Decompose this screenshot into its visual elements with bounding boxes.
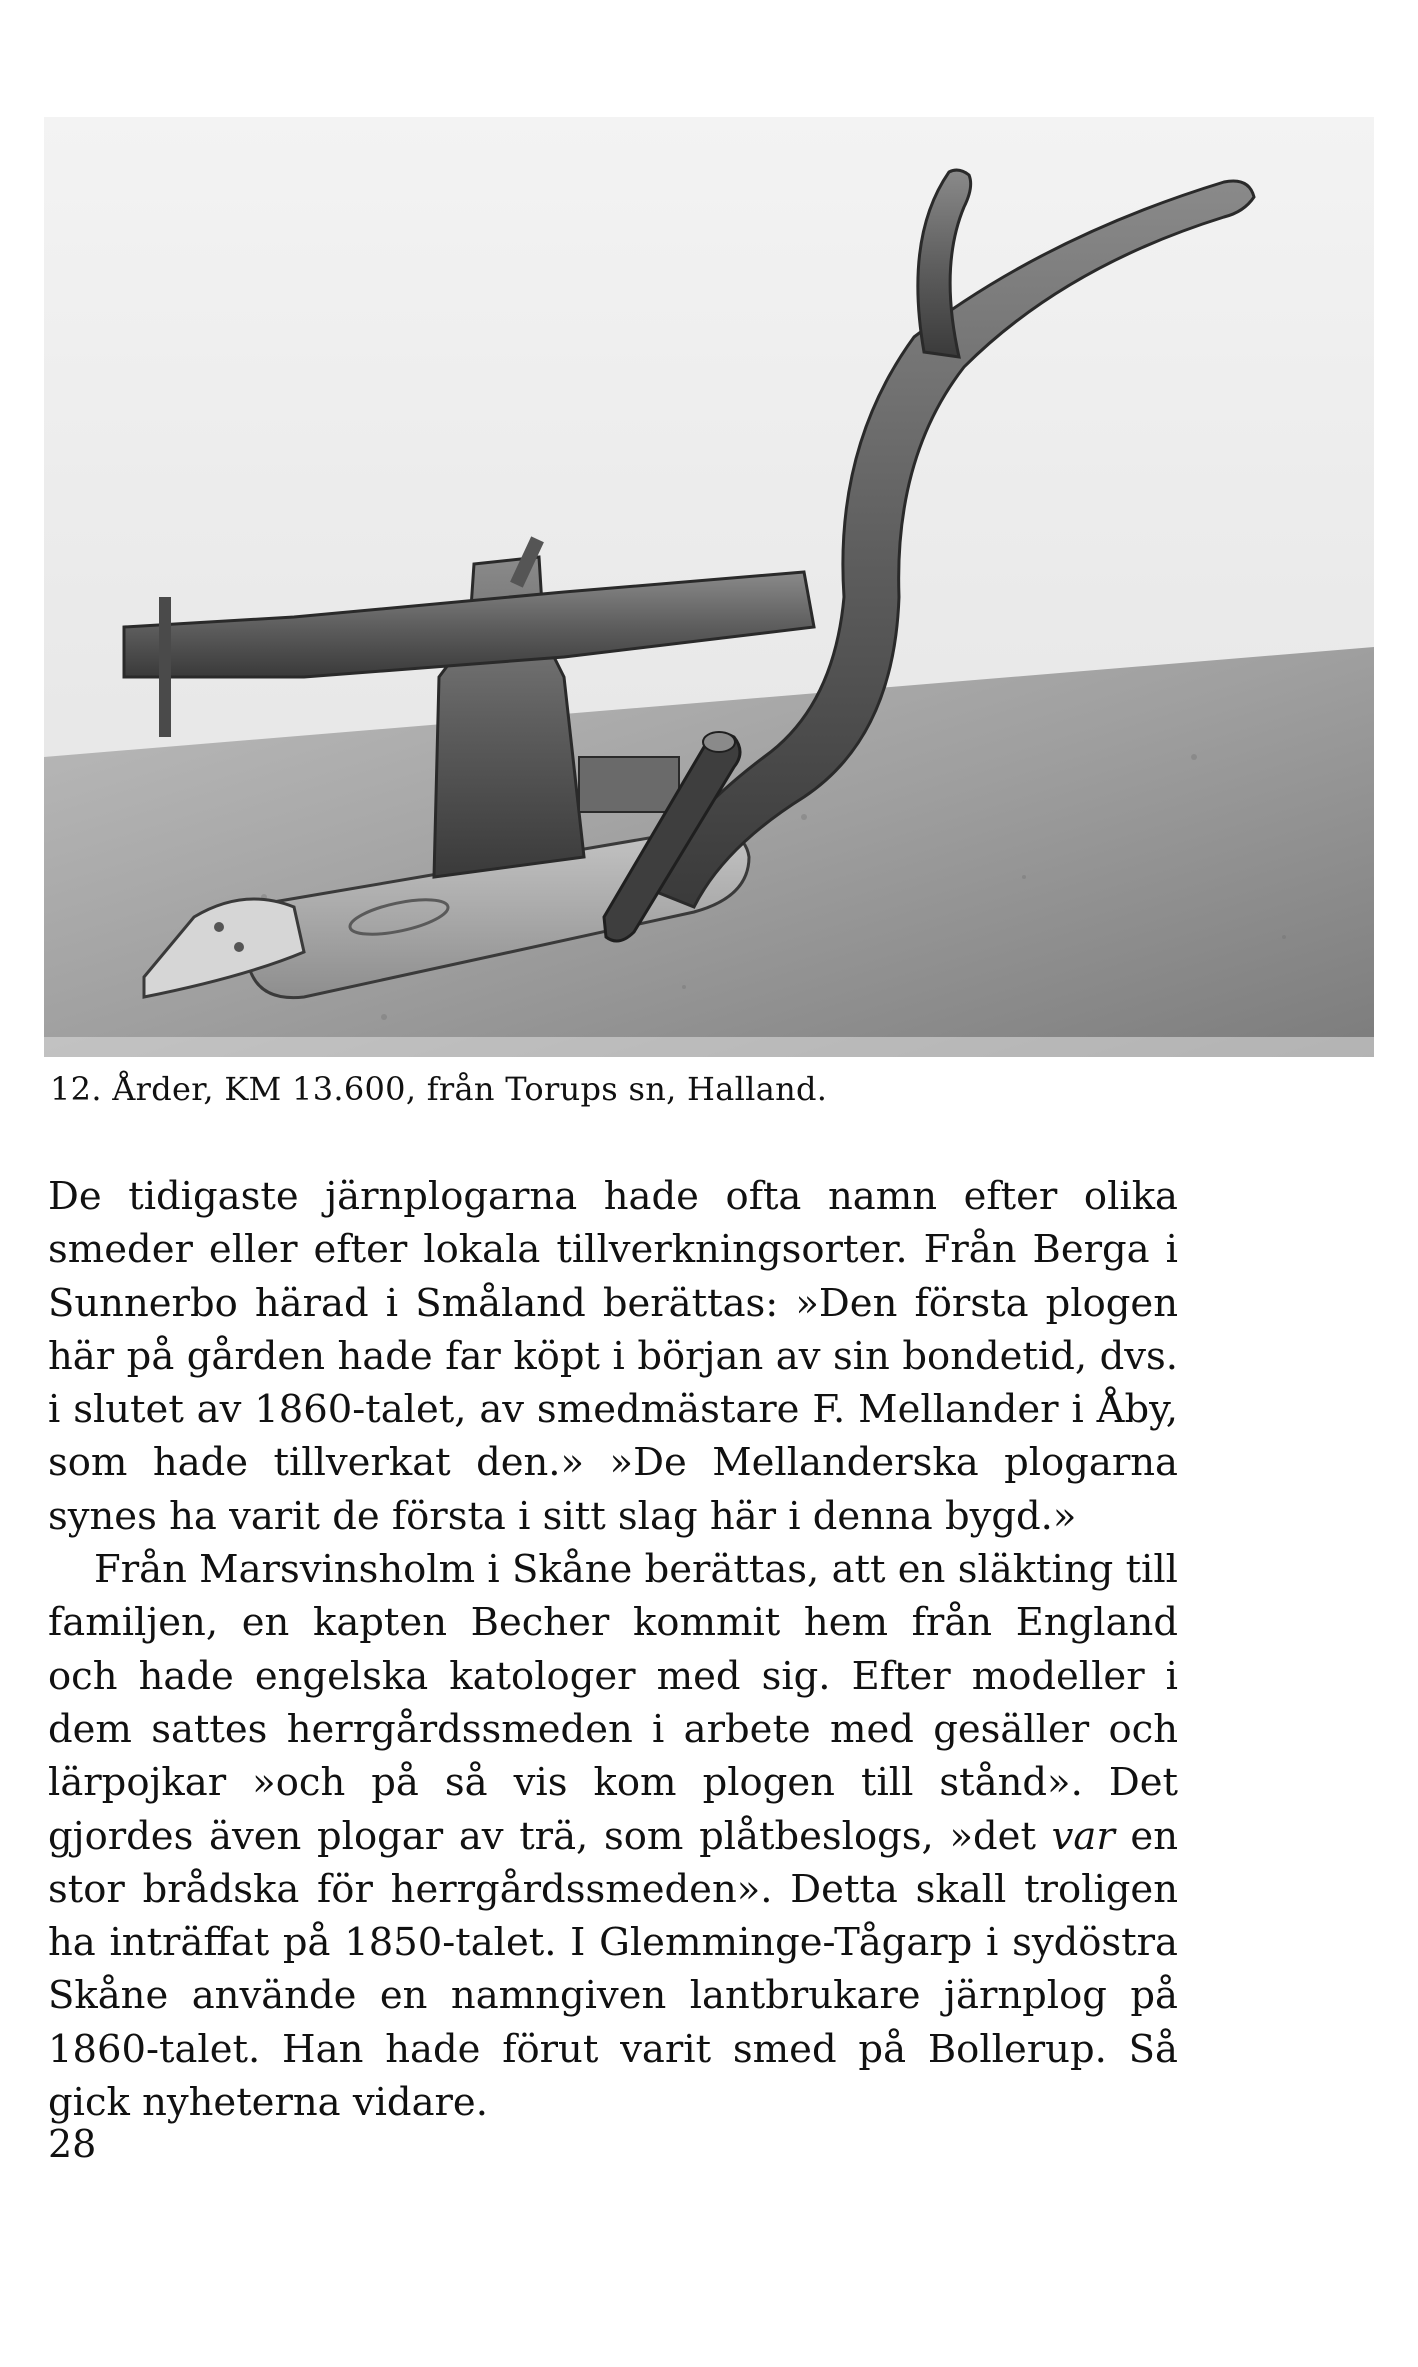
ard-plough-photograph-icon xyxy=(44,117,1374,1057)
figure-caption: 12. Årder, KM 13.600, från Torups sn, Halland. xyxy=(50,1070,828,1108)
paragraph-2-text-continued: en stor brådska för herrgårdssmeden». Detta skall troligen ha inträffat på 1850-talet. I Glemminge-Tågarp i sydöstra Skåne använde en namngiven lantbrukare järnplog på 1860-talet. Han hade förut varit smed på Bollerup. Så gick nyheterna vidare. xyxy=(48,1813,1178,2126)
body-text xyxy=(48,1170,1178,2129)
emphasis-text: var xyxy=(1051,1813,1115,1859)
paragraph-1: De tidigaste järnplogarna hade ofta namn efter olika smeder eller efter lokala tillverkningsorter. Från Berga i Sunnerbo härad i Småland berättas: »Den första plogen här på gården hade far köpt i början av sin bondetid, dvs. i slutet av 1860-talet, av smedmästare F. Mellander i Åby, som hade tillverkat den.» »De Mellanderska plogarna synes ha varit de första i sitt slag här i denna bygd.» xyxy=(48,1174,1178,1539)
page-number: 28 xyxy=(48,2122,97,2166)
paragraph-2 xyxy=(48,1543,1178,2129)
plough-photograph xyxy=(44,117,1374,1057)
paragraph-2-text: Från Marsvinsholm i Skåne berättas, att en släkting till familjen, en kapten Becher kommit hem från England och hade engelska katologer med sig. Efter modeller i dem sattes herrgårdssmeden i arbete med gesäller och lärpojkar »och på så vis kom plogen till stånd». Det gjordes även plogar av trä, som plåtbeslogs, »det xyxy=(48,1547,1178,1859)
